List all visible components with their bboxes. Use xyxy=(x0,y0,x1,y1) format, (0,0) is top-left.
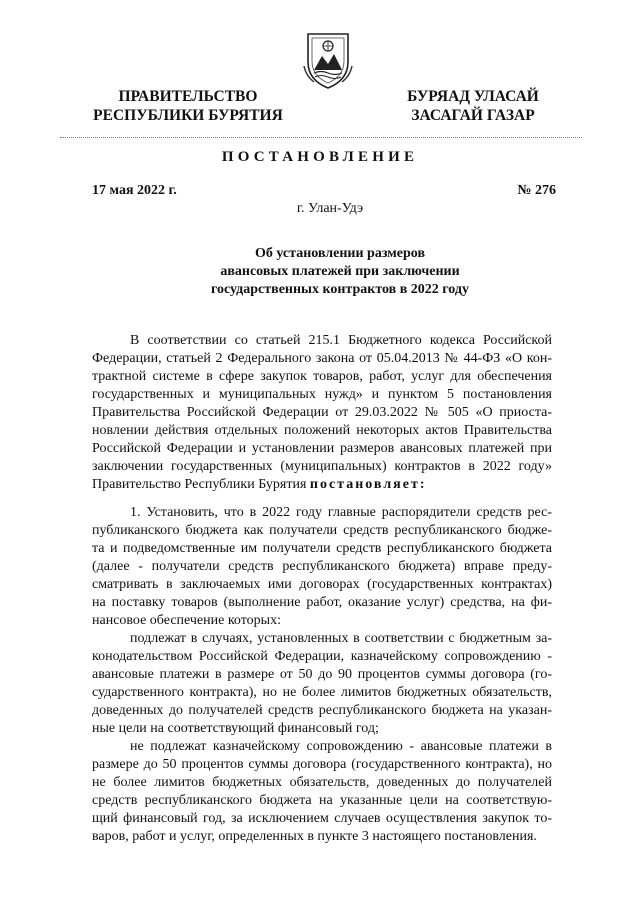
text-line: заключении государственных (муниципальных) контрактов в 2022 году» xyxy=(92,459,552,474)
text-line: государственных и муниципальных нужд» и пунктом 5 постановления xyxy=(92,387,552,402)
header-right-line1: БУРЯАД УЛАСАЙ xyxy=(407,88,539,105)
text-line: сударственного контракта), но не более лимитов бюджетных обязательств, xyxy=(92,685,552,700)
paragraph-subject-to-escort xyxy=(92,630,552,738)
text-line: не подлежат казначейскому сопровождению - авансовые платежи в xyxy=(130,739,552,754)
text-line: Правительства Российской Федерации от 29.03.2022 № 505 «О приоста- xyxy=(92,405,552,420)
text-line: размере до 50 процентов суммы договора (государственного контракта), но xyxy=(92,757,552,772)
title-line: государственных контрактов в 2022 году xyxy=(211,282,469,297)
text-line: Правительство Республики Бурятия постановляет: xyxy=(92,477,427,492)
document-city: г. Улан-Удэ xyxy=(296,201,364,216)
resolves-phrase: постановляет: xyxy=(309,477,427,492)
title-line: Об установлении размеров xyxy=(254,246,426,261)
paragraph-item-1 xyxy=(92,504,552,630)
text-line: средств республиканского бюджета на указанные цели на соответствую- xyxy=(92,793,552,808)
text-line: В соответствии со статьей 215.1 Бюджетного кодекса Российской xyxy=(130,333,552,348)
header-left xyxy=(88,87,288,125)
header-divider xyxy=(60,137,582,138)
header-right xyxy=(388,87,558,125)
text-line: подлежат в случаях, установленных в соответствии с бюджетным за- xyxy=(130,631,552,646)
paragraph-not-subject-to-escort xyxy=(92,738,552,846)
text-line: сматривать в заключаемых ими договорах (государственных контрактах) xyxy=(92,577,552,592)
document-title xyxy=(120,245,560,299)
text-line: щий финансовый год, за исключением случаев осуществления закупок то- xyxy=(92,811,552,826)
text-line: не более лимитов бюджетных обязательств, доведенных до получателей xyxy=(92,775,552,790)
text-line: новлении действия отдельных положений некоторых актов Правительства xyxy=(92,423,552,438)
document-date: 17 мая 2022 г. xyxy=(92,183,177,198)
text-line: доведенных до получателей средств республиканского бюджета на указан- xyxy=(92,703,552,718)
document-type: ПОСТАНОВЛЕНИЕ xyxy=(221,149,419,165)
text-line: Российской Федерации и установлении размеров авансовых платежей при xyxy=(92,441,552,456)
coat-of-arms-emblem xyxy=(302,26,354,90)
document-body xyxy=(92,332,552,846)
text-line: (далее - получатели средств республиканского бюджета) вправе преду- xyxy=(92,559,552,574)
text-line: Федерации, статьей 2 Федерального закона от 05.04.2013 № 44-ФЗ «О кон- xyxy=(92,351,552,366)
header-right-line2: ЗАСАГАЙ ГАЗАР xyxy=(411,107,535,124)
header-left-line2: РЕСПУБЛИКИ БУРЯТИЯ xyxy=(93,107,283,124)
paragraph-preamble xyxy=(92,332,552,494)
header-left-line1: ПРАВИТЕЛЬСТВО xyxy=(118,88,258,105)
text-line: ные цели на соответствующий финансовый год; xyxy=(92,721,379,736)
text-line: нансовое обеспечение которых: xyxy=(92,613,281,628)
text-line: та и подведомственные им получатели средств республиканского бюджета xyxy=(92,541,552,556)
document-number: № 276 xyxy=(517,183,556,198)
text-line: варов, работ и услуг, определенных в пункте 3 настоящего постановления. xyxy=(92,829,537,844)
text-line: авансовые платежи в размере от 50 до 90 процентов суммы договора (го- xyxy=(92,667,552,682)
text-line: трактной системе в сфере закупок товаров, работ, услуг для обеспечения xyxy=(92,369,552,384)
text-line: публиканского бюджета как получатели средств республиканского бюдже- xyxy=(92,523,552,538)
text-line: 1. Установить, что в 2022 году главные распорядители средств рес- xyxy=(130,505,552,520)
text-line: на поставку товаров (выполнение работ, оказание услуг) средства, на фи- xyxy=(92,595,552,610)
text-line: конодательством Российской Федерации, казначейскому сопровождению - xyxy=(92,649,552,664)
title-line: авансовых платежей при заключении xyxy=(220,264,460,279)
